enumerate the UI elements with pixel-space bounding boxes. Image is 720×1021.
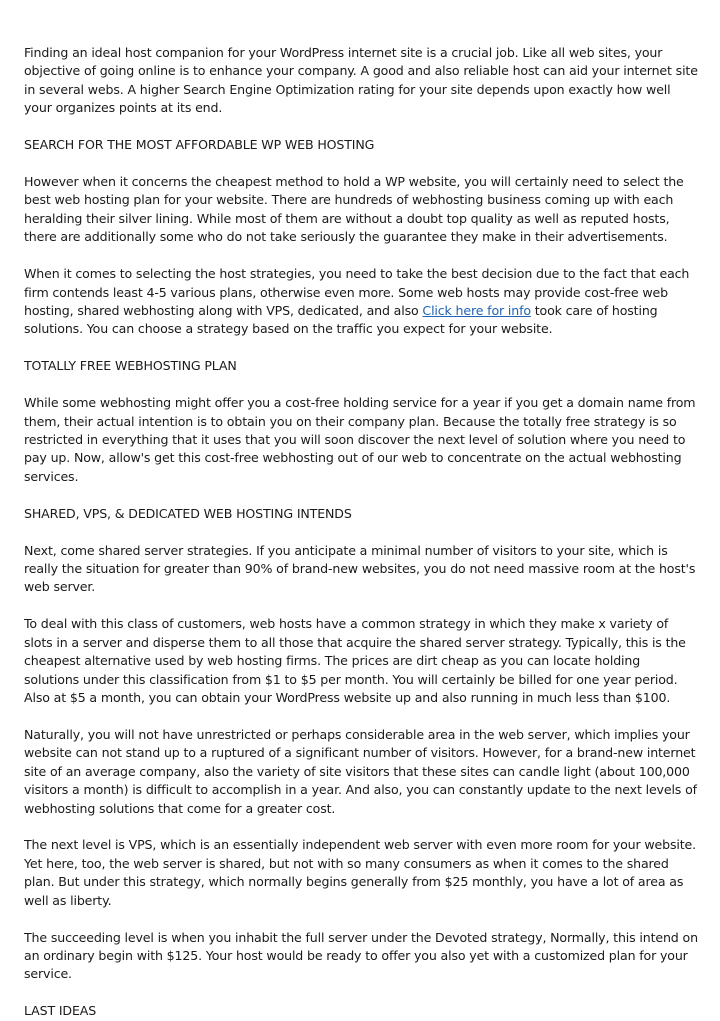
unrestricted-area-paragraph: Naturally, you will not have unrestricted or perhaps considerable area in the web server, which implies your website can not stand up to a ruptured of a significant number of visitors. However, for a brand-new internet site of an average company, also the variety of site visitors that these sites can candle light (about 100,000 visitors a month) is difficult to accomplish in a year. And also, you can constantly update to the next levels of webhosting solutions that come for a greater cost. [24,726,697,816]
customer-class-paragraph: To deal with this class of customers, web hosts have a common strategy in which they make x variety of slots in a server and disperse them to all those that acquire the shared server strategy. Typically, this is the cheapest alternative used by web hosting firms. The prices are dirt cheap as you can locate holding solutions under this classification from $1 to $5 per month. You will certainly be billed for one year period. Also at $5 a month, you can obtain your WordPress website up and also running in much less than $100. [24,616,686,705]
vps-paragraph: The next level is VPS, which is an essentially independent web server with even more room for your website. Yet here, too, the web server is shared, but not with so many consumers as when it comes to the shared plan. But under this strategy, which normally begins generally from $25 monthly, you have a lot of area as well as liberty. [24,837,696,908]
section-heading-shared-vps-dedicated: SHARED, VPS, & DEDICATED WEB HOSTING INTENDS [24,505,352,521]
free-plan-paragraph: While some webhosting might offer you a cost-free holding service for a year if you get a domain name from them, their actual intention is to obtain you on their company plan. Because the totally free strategy is so restricted in everything that it uses that you will soon discover the next level of solution where you need to pay up. Now, allow's get this cost-free webhosting out of our web to concentrate on the actual webhosting services. [24,395,696,484]
host-strategies-text-end: took care of hosting solutions. You can choose a strategy based on the traffic you expect for your website. [24,302,658,337]
section-heading-affordable-hosting: SEARCH FOR THE MOST AFFORDABLE WP WEB HOSTING [24,137,375,153]
host-strategies-paragraph [24,265,698,339]
host-strategies-text-start: When it comes to selecting the host strategies, you need to take the best decision due to the fact that each firm contends least 4-5 various plans, otherwise even more. Some web hosts may provide cost-free web hosting, shared webhosting along with VPS, dedicated, and also [24,266,690,318]
section-heading-last-ideas: LAST IDEAS [24,1003,97,1019]
dedicated-paragraph: The succeeding level is when you inhabit the full server under the Devoted strategy, Normally, this intend on an ordinary begin with $125. Your host would be ready to offer you also yet with a customized plan for your service. [24,929,698,982]
click-here-for-info-link[interactable]: Click here for info [422,302,531,318]
section-heading-free-plan: TOTALLY FREE WEBHOSTING PLAN [24,358,237,374]
shared-server-paragraph: Next, come shared server strategies. If you anticipate a minimal number of visitors to your site, which is really the situation for greater than 90% of brand-new websites, you do not need massive room at the host's web server. [24,542,696,595]
intro-paragraph: Finding an ideal host companion for your WordPress internet site is a crucial job. Like all web sites, your objective of going online is to enhance your company. A good and also reliable host can aid your internet site in several webs. A higher Search Engine Optimization rating for your site depends upon exactly how well your organizes points at its end. [24,45,698,116]
cheapest-method-paragraph: However when it concerns the cheapest method to hold a WP website, you will certainly need to select the best web hosting plan for your website. There are hundreds of webhosting business coming up with each heralding their silver lining. While most of them are without a doubt top quality as well as reputed hosts, there are additionally some who do not take seriously the guarantee they make in their advertisements. [24,174,684,245]
